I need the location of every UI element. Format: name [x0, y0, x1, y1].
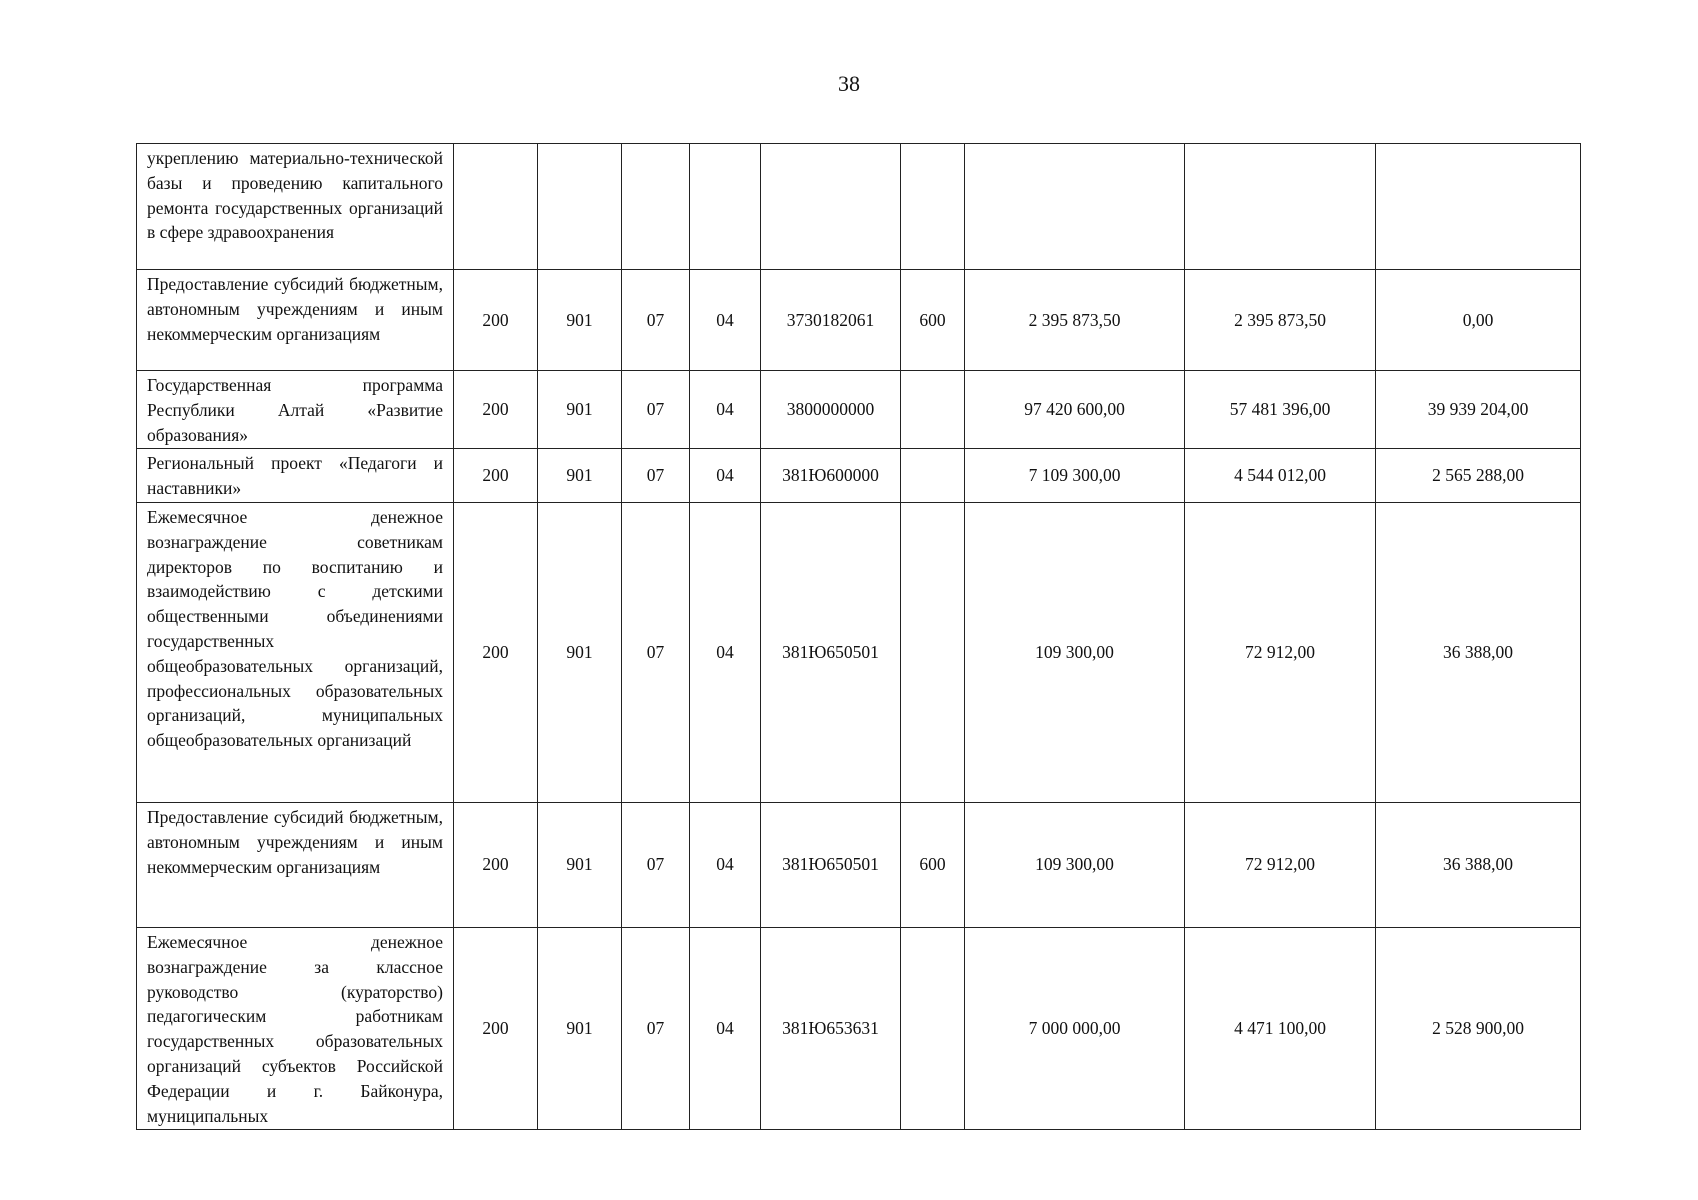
cell-col1: 200: [454, 927, 538, 1129]
cell-col4: 04: [690, 371, 761, 449]
cell-col7: 2 395 873,50: [965, 270, 1185, 371]
cell-col3: [622, 144, 690, 270]
cell-col9: 36 388,00: [1376, 802, 1581, 927]
cell-col7: 109 300,00: [965, 802, 1185, 927]
cell-col6: [901, 144, 965, 270]
cell-col8: 57 481 396,00: [1185, 371, 1376, 449]
cell-col6: [901, 502, 965, 802]
cell-col1: 200: [454, 449, 538, 503]
cell-col6: [901, 927, 965, 1129]
cell-col9: [1376, 144, 1581, 270]
table-row: [137, 449, 1581, 503]
cell-col6: 600: [901, 802, 965, 927]
cell-col9: 39 939 204,00: [1376, 371, 1581, 449]
cell-col5: 381Ю600000: [761, 449, 901, 503]
row-description: Предоставление субсидий бюджетным, автономным учреждениям и иным некоммерческим организациям: [137, 802, 454, 927]
cell-col5: [761, 144, 901, 270]
cell-col4: 04: [690, 802, 761, 927]
cell-col1: 200: [454, 371, 538, 449]
table-row: [137, 270, 1581, 371]
cell-col3: 07: [622, 502, 690, 802]
cell-col5: 381Ю650501: [761, 802, 901, 927]
cell-col8: 4 471 100,00: [1185, 927, 1376, 1129]
table-row: [137, 144, 1581, 270]
row-description: Ежемесячное денежное вознаграждение за классное руководство (кураторство) педагогическим работникам государственных образовательных организаций субъектов Российской Федерации и г. Байконура, муниципальных: [137, 927, 454, 1129]
cell-col1: 200: [454, 270, 538, 371]
cell-col8: [1185, 144, 1376, 270]
cell-col7: 7 000 000,00: [965, 927, 1185, 1129]
cell-col5: 381Ю653631: [761, 927, 901, 1129]
cell-col5: 3800000000: [761, 371, 901, 449]
cell-col8: 72 912,00: [1185, 502, 1376, 802]
page-number: 38: [838, 71, 860, 96]
cell-col9: 2 565 288,00: [1376, 449, 1581, 503]
cell-col3: 07: [622, 371, 690, 449]
cell-col8: 72 912,00: [1185, 802, 1376, 927]
cell-col2: 901: [538, 371, 622, 449]
cell-col7: 109 300,00: [965, 502, 1185, 802]
cell-col2: 901: [538, 502, 622, 802]
cell-col5: 3730182061: [761, 270, 901, 371]
cell-col2: [538, 144, 622, 270]
budget-table: [136, 143, 1581, 1130]
cell-col7: 97 420 600,00: [965, 371, 1185, 449]
row-description: Ежемесячное денежное вознаграждение советникам директоров по воспитанию и взаимодействию с детскими общественными объединениями государственных общеобразовательных организаций, профессиональных образовательных организаций, муниципальных общеобразовательных организаций: [137, 502, 454, 802]
cell-col2: 901: [538, 802, 622, 927]
row-description: Региональный проект «Педагоги и наставники»: [137, 449, 454, 503]
cell-col4: 04: [690, 449, 761, 503]
cell-col1: [454, 144, 538, 270]
cell-col2: 901: [538, 449, 622, 503]
cell-col4: [690, 144, 761, 270]
table-row: [137, 802, 1581, 927]
row-description: укреплению материально-технической базы и проведению капитального ремонта государственных организаций в сфере здравоохранения: [137, 144, 454, 270]
cell-col6: [901, 371, 965, 449]
row-description: Государственная программа Республики Алтай «Развитие образования»: [137, 371, 454, 449]
cell-col9: 36 388,00: [1376, 502, 1581, 802]
cell-col3: 07: [622, 927, 690, 1129]
table-row: [137, 371, 1581, 449]
cell-col1: 200: [454, 802, 538, 927]
cell-col1: 200: [454, 502, 538, 802]
cell-col8: 4 544 012,00: [1185, 449, 1376, 503]
cell-col7: [965, 144, 1185, 270]
cell-col3: 07: [622, 270, 690, 371]
cell-col9: 0,00: [1376, 270, 1581, 371]
table-row: [137, 502, 1581, 802]
cell-col2: 901: [538, 927, 622, 1129]
cell-col3: 07: [622, 802, 690, 927]
cell-col9: 2 528 900,00: [1376, 927, 1581, 1129]
cell-col3: 07: [622, 449, 690, 503]
cell-col5: 381Ю650501: [761, 502, 901, 802]
cell-col8: 2 395 873,50: [1185, 270, 1376, 371]
cell-col6: 600: [901, 270, 965, 371]
cell-col4: 04: [690, 270, 761, 371]
cell-col7: 7 109 300,00: [965, 449, 1185, 503]
cell-col4: 04: [690, 502, 761, 802]
row-description: Предоставление субсидий бюджетным, автономным учреждениям и иным некоммерческим организациям: [137, 270, 454, 371]
cell-col6: [901, 449, 965, 503]
cell-col4: 04: [690, 927, 761, 1129]
cell-col2: 901: [538, 270, 622, 371]
table-row: [137, 927, 1581, 1129]
